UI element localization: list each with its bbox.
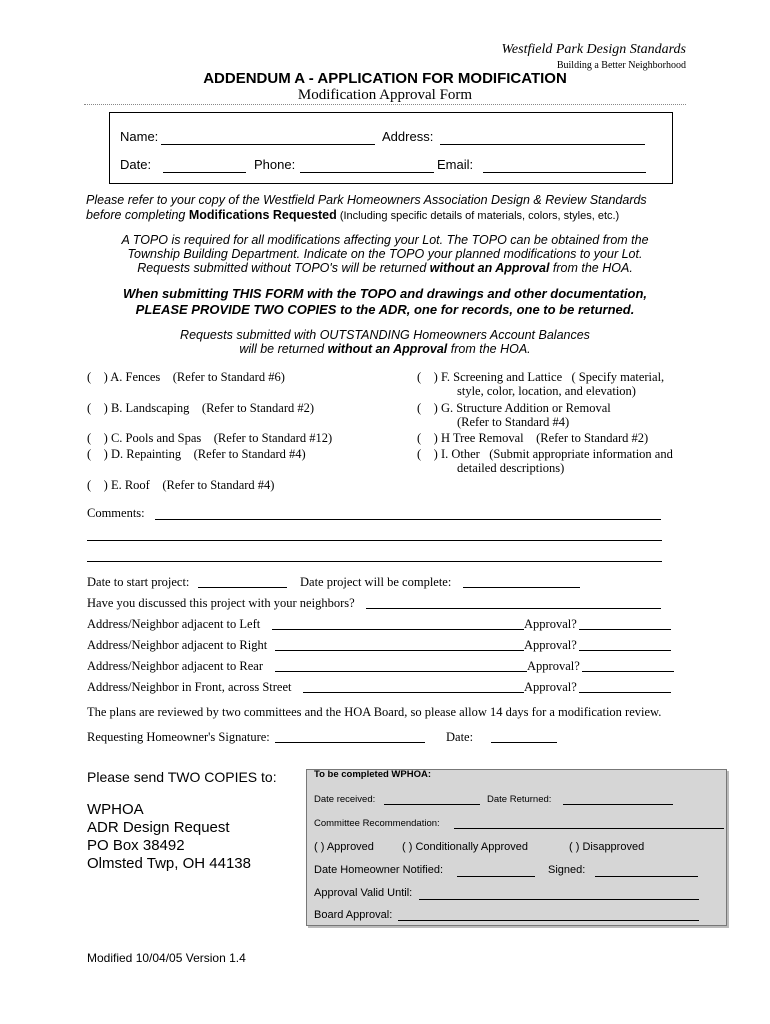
date-label: Date: (120, 157, 152, 172)
comments-label: Comments: (87, 506, 145, 520)
refer-line-2-b: Modifications Requested (188, 208, 337, 222)
refer-line-2 (86, 208, 619, 222)
form-subtitle: Modification Approval Form (297, 87, 473, 103)
date-returned-label: Date Returned: (487, 794, 552, 805)
option-a-fences[interactable]: ( ) A. Fences (Refer to Standard #6) (87, 370, 285, 384)
mailing-city: Olmsted Twp, OH 44138 (87, 855, 251, 872)
mailing-po-box: PO Box 38492 (87, 837, 185, 854)
date-received-field[interactable] (384, 804, 480, 805)
topo-line-1: A TOPO is required for all modifications affecting your Lot. The TOPO can be obtained from the (121, 233, 649, 247)
name-label: Name: (120, 129, 159, 144)
brand-name: Westfield Park Design Standards (501, 42, 686, 57)
brand-tagline: Building a Better Neighborhood (556, 60, 686, 71)
form-title: ADDENDUM A - APPLICATION FOR MODIFICATION (203, 70, 567, 87)
comments-line-1[interactable] (155, 519, 661, 520)
header-divider (84, 104, 686, 105)
option-f-detail: style, color, location, and elevation) (457, 384, 636, 398)
balance-line-2-c: from the HOA. (447, 342, 531, 356)
submit-line-2: PLEASE PROVIDE TWO COPIES to the ADR, one for records, one to be returned. (135, 302, 635, 317)
complete-date-field[interactable] (463, 587, 580, 588)
start-date-field[interactable] (198, 587, 287, 588)
submit-line-1: When submitting THIS FORM with the TOPO and drawings and other documentation, (122, 286, 648, 301)
option-i-detail: detailed descriptions) (457, 461, 565, 475)
option-e-roof[interactable]: ( ) E. Roof (Refer to Standard #4) (87, 478, 275, 492)
balance-line-2-a: will be returned (239, 342, 328, 356)
comments-line-2[interactable] (87, 540, 662, 541)
neighbor-front-approval-field[interactable] (579, 692, 671, 693)
signed-field[interactable] (595, 876, 698, 877)
name-field[interactable] (161, 144, 375, 145)
neighbor-left-label: Address/Neighbor adjacent to Left (87, 617, 261, 631)
date-field[interactable] (163, 172, 246, 173)
start-date-label: Date to start project: (87, 575, 190, 589)
neighbor-front-approval: Approval? (524, 680, 577, 694)
committee-field[interactable] (454, 828, 724, 829)
valid-until-label: Approval Valid Until: (314, 887, 413, 899)
option-g-structure[interactable]: ( ) G. Structure Addition or Removal (417, 401, 611, 415)
option-h-tree[interactable]: ( ) H Tree Removal (Refer to Standard #2) (417, 431, 649, 445)
board-approval-label: Board Approval: (314, 909, 393, 921)
option-b-landscaping[interactable]: ( ) B. Landscaping (Refer to Standard #2) (87, 401, 315, 415)
signature-label: Requesting Homeowner's Signature: (87, 730, 270, 744)
board-approval-field[interactable] (398, 920, 699, 921)
email-label: Email: (437, 157, 474, 172)
neighbor-rear-approval-field[interactable] (582, 671, 674, 672)
balance-line-2-b: without an Approval (327, 342, 448, 356)
topo-line-3-c: from the HOA. (549, 261, 633, 275)
approved-option[interactable]: ( ) Approved (314, 841, 374, 853)
topo-line-3-b: without an Approval (429, 261, 550, 275)
option-d-repainting[interactable]: ( ) D. Repainting (Refer to Standard #4) (87, 447, 306, 461)
neighbor-rear-approval: Approval? (527, 659, 580, 673)
date-received-label: Date received: (314, 794, 376, 805)
signature-date-field[interactable] (491, 742, 557, 743)
topo-line-3 (84, 261, 686, 275)
signed-label: Signed: (548, 864, 586, 876)
neighbor-rear-label: Address/Neighbor adjacent to Rear (87, 659, 263, 673)
refer-line-2-c: (Including specific details of materials, colors, styles, etc.) (336, 210, 620, 222)
neighbors-field[interactable] (366, 608, 661, 609)
comments-line-3[interactable] (87, 561, 662, 562)
date-returned-field[interactable] (563, 804, 673, 805)
neighbor-front-label: Address/Neighbor in Front, across Street (87, 680, 292, 694)
review-note: The plans are reviewed by two committees and the HOA Board, so please allow 14 days for a modification review. (87, 705, 662, 719)
applicant-info-box (109, 112, 673, 184)
mailing-org: WPHOA (87, 801, 144, 818)
address-field[interactable] (440, 144, 645, 145)
send-copies-label: Please send TWO COPIES to: (87, 769, 277, 785)
office-use-title: To be completed WPHOA: (314, 769, 431, 780)
neighbor-right-label: Address/Neighbor adjacent to Right (87, 638, 268, 652)
balance-line-1: Requests submitted with OUTSTANDING Homeowners Account Balances (180, 328, 590, 342)
balance-line-2 (84, 342, 686, 356)
topo-line-2: Township Building Department. Indicate on the TOPO your planned modifications to your Lot. (127, 247, 643, 261)
option-i-other[interactable]: ( ) I. Other (Submit appropriate information and (417, 447, 673, 461)
neighbor-right-approval-field[interactable] (579, 650, 671, 651)
signature-field[interactable] (275, 742, 425, 743)
email-field[interactable] (483, 172, 646, 173)
neighbors-question: Have you discussed this project with your neighbors? (87, 596, 355, 610)
valid-until-field[interactable] (419, 899, 699, 900)
date-notified-label: Date Homeowner Notified: (314, 864, 444, 876)
disapproved-option[interactable]: ( ) Disapproved (569, 841, 645, 853)
phone-field[interactable] (300, 172, 434, 173)
neighbor-rear-field[interactable] (275, 671, 527, 672)
neighbor-right-field[interactable] (275, 650, 524, 651)
neighbor-left-field[interactable] (272, 629, 524, 630)
option-c-pools[interactable]: ( ) C. Pools and Spas (Refer to Standard #12) (87, 431, 333, 445)
neighbor-left-approval: Approval? (524, 617, 577, 631)
complete-date-label: Date project will be complete: (300, 575, 452, 589)
committee-label: Committee Recommendation: (314, 818, 440, 829)
mailing-dept: ADR Design Request (87, 819, 230, 836)
topo-line-3-a: Requests submitted without TOPO's will be returned (137, 261, 430, 275)
phone-label: Phone: (254, 157, 296, 172)
option-f-screening[interactable]: ( ) F. Screening and Lattice ( Specify material, (417, 370, 665, 384)
neighbor-left-approval-field[interactable] (579, 629, 671, 630)
address-label: Address: (382, 129, 434, 144)
refer-line-2-a: before completing (86, 208, 189, 222)
neighbor-right-approval: Approval? (524, 638, 577, 652)
conditionally-approved-option[interactable]: ( ) Conditionally Approved (402, 841, 528, 853)
option-g-detail: (Refer to Standard #4) (457, 415, 570, 429)
date-notified-field[interactable] (457, 876, 535, 877)
signature-date-label: Date: (446, 730, 474, 744)
neighbor-front-field[interactable] (303, 692, 524, 693)
refer-line-1: Please refer to your copy of the Westfield Park Homeowners Association Design & Review Standards (86, 193, 647, 207)
version-footer: Modified 10/04/05 Version 1.4 (87, 951, 246, 965)
